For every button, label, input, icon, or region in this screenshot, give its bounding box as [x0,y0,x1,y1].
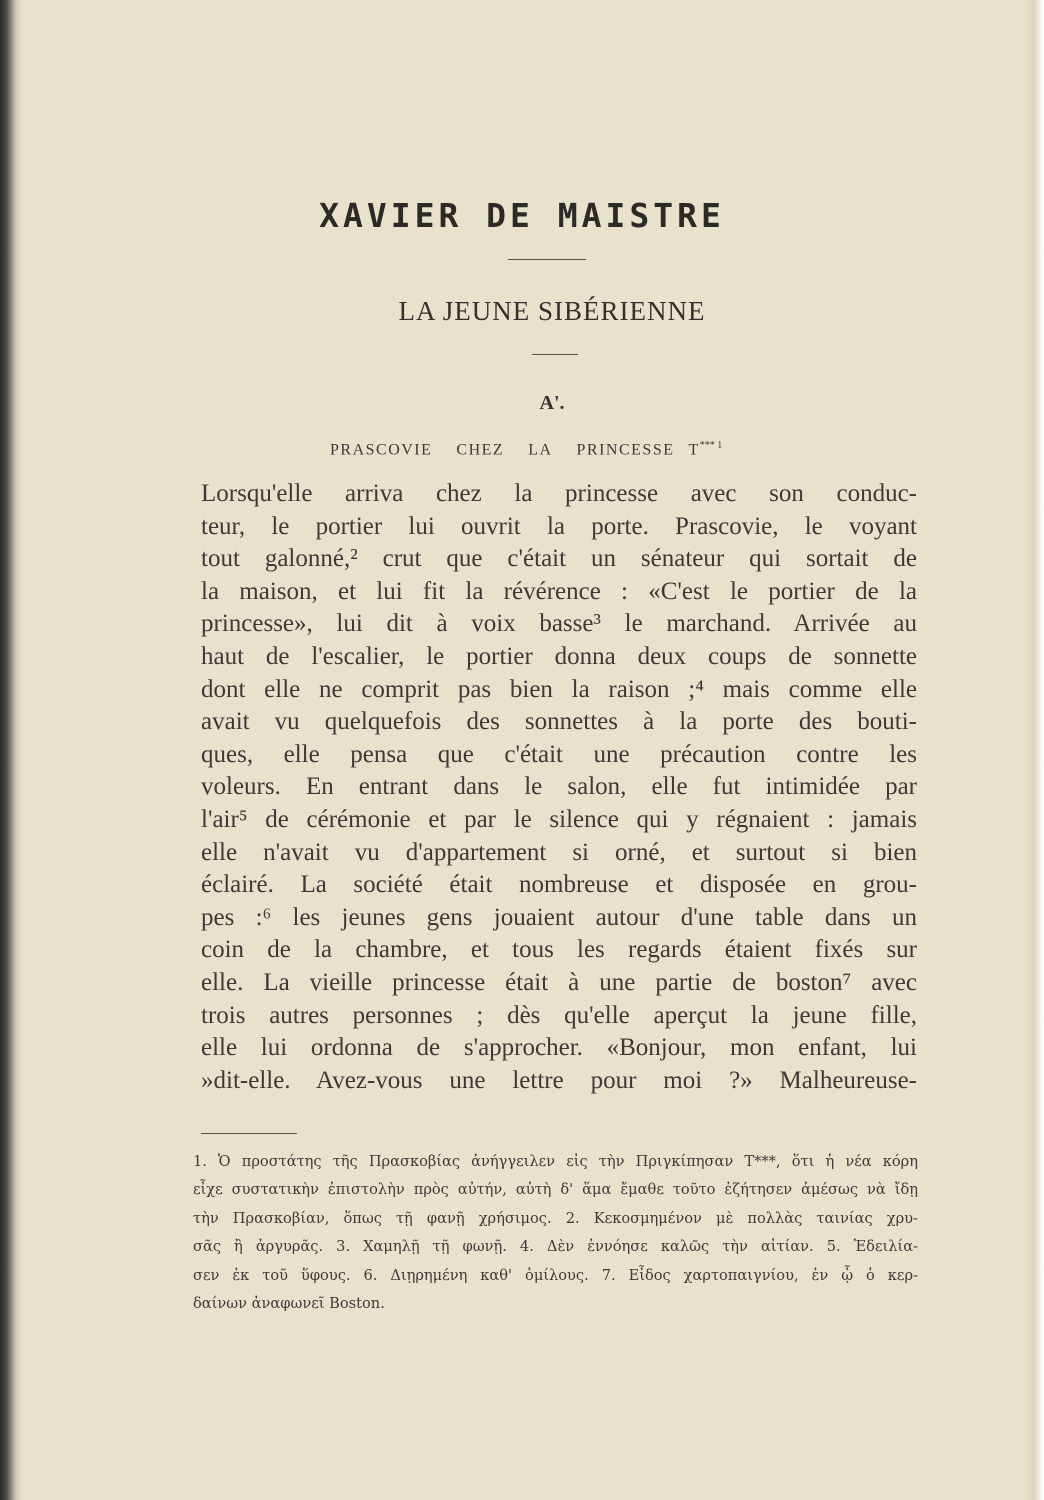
text-line: pes :⁶ les jeunes gens jouaient autour d'une table dans un [201,903,917,931]
footnote-marker: *** 1 [699,440,723,451]
chapter-word: CHEZ [456,441,505,459]
footnote-line: εἶχε συστατικὴν ἐπιστολὴν πρὸς αὐτήν, αὐτὴ δ' ἅμα ἔμαθε τοῦτο ἐζήτησεν ἀμέσως νὰ ἴδῃ [193,1181,918,1199]
author-heading: XAVIER DE MAISTRE [319,196,725,235]
text-line: elle n'avait vu d'appartement si orné, et surtout si bien [201,838,917,866]
page-title: LA JEUNE SIBÉRIENNE [398,296,706,326]
text-line: »dit-elle. Avez-vous une lettre pour moi ?» Malheureuse- [201,1066,917,1094]
footnote-line: σεν ἐκ τοῦ ὕφους. 6. Διῃρημένη καθ' ὁμίλους. 7. Εἶδος χαρτοπαιγνίου, ἐν ᾧ ὁ κερ- [193,1266,918,1284]
body-paragraph [201,478,917,1097]
footnote-line: 1. Ὁ προστάτης τῆς Πρασκοβίας ἀνήγγειλεν εἰς τὴν Πριγκίπησαν Τ***, ὅτι ἡ νέα κόρη [193,1153,918,1170]
footnote-line: δαίνων ἀναφωνεῖ Boston. [193,1294,385,1312]
text-line: la maison, et lui fit la révérence : «C'est le portier de la [201,577,917,605]
footnote-divider [201,1133,297,1134]
text-line: dont elle ne comprit pas bien la raison ;⁴ mais comme elle [201,675,917,703]
footnote-line: σᾶς ἢ ἀργυρᾶς. 3. Χαμηλῇ τῇ φωνῇ. 4. Δὲν ἐννόησε καλῶς τὴν αἰτίαν. 5. Ἐδειλία- [193,1238,918,1256]
text-line: voleurs. En entrant dans le salon, elle fut intimidée par [201,773,917,801]
author-divider [508,259,586,260]
text-line: elle lui ordonna de s'approcher. «Bonjour, mon enfant, lui [201,1034,917,1062]
chapter-heading [330,440,722,459]
text-line: éclairé. La société était nombreuse et disposée en grou- [201,871,917,899]
footnote-line: τὴν Πρασκοβίαν, ὅπως τῇ φανῇ χρήσιμος. 2. Κεκοσμημένον μὲ πολλὰς ταινίας χρυ- [193,1209,918,1227]
text-line: l'air⁵ de cérémonie et par le silence qui y régnaient : jamais [201,805,917,833]
text-line: tout galonné,² crut que c'était un sénateur qui sortait de [201,545,917,573]
title-divider [532,354,578,355]
text-line: teur, le portier lui ouvrit la porte. Prascovie, le voyant [201,512,917,540]
text-line: elle. La vieille princesse était à une partie de boston⁷ avec [201,968,917,996]
chapter-word: LA [528,441,553,459]
section-number: A'. [539,392,565,414]
text-line: princesse», lui dit à voix basse³ le marchand. Arrivée au [201,610,917,638]
chapter-word: PRINCESSE [576,441,675,459]
text-line: avait vu quelquefois des sonnettes à la porte des bouti- [201,708,917,736]
chapter-word: T [688,441,700,459]
footnotes [193,1148,918,1318]
text-line: trois autres personnes ; dès qu'elle aperçut la jeune fille, [201,1001,917,1029]
chapter-word: PRASCOVIE [330,441,433,459]
text-line: haut de l'escalier, le portier donna deux coups de sonnette [201,642,917,670]
text-line: Lorsqu'elle arriva chez la princesse avec son conduc- [201,480,917,507]
text-line: ques, elle pensa que c'était une précaution contre les [201,740,917,768]
text-line: coin de la chambre, et tous les regards étaient fixés sur [201,936,917,964]
